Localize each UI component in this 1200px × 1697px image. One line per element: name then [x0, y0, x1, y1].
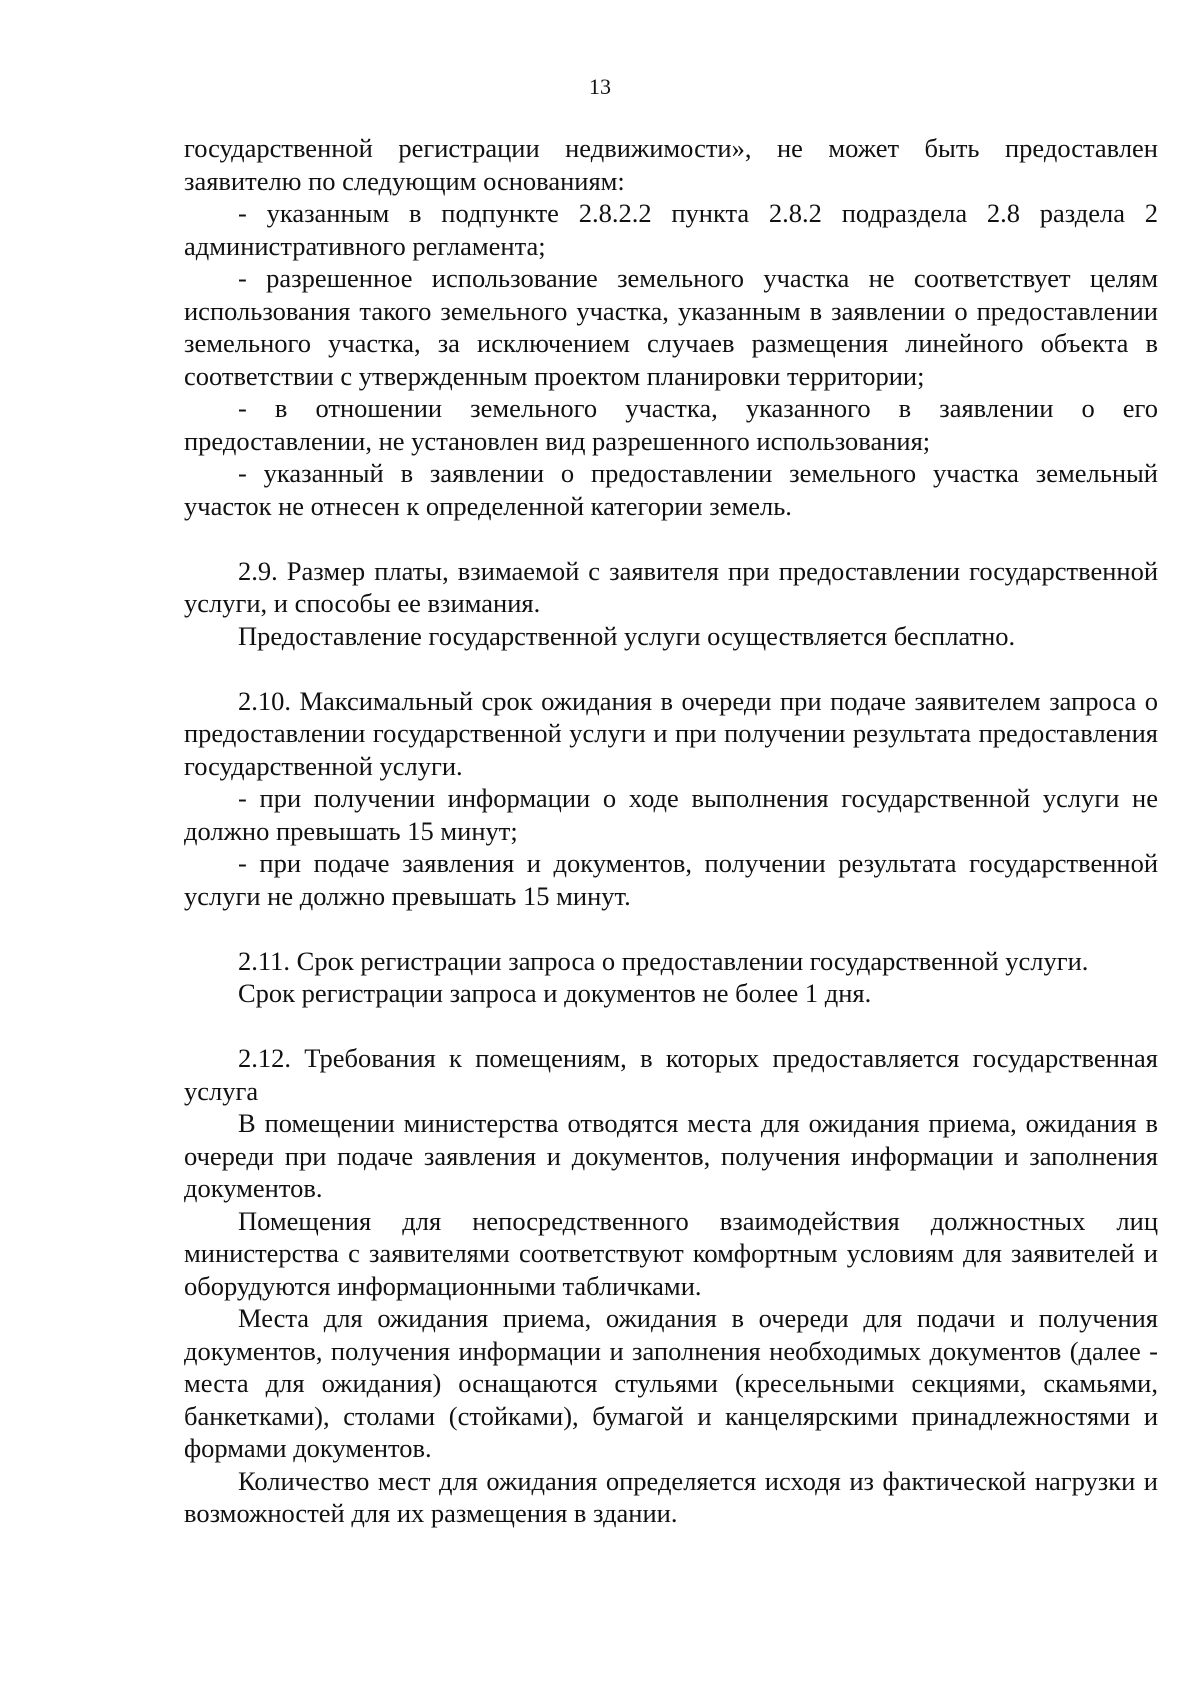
paragraph-fee: Предоставление государственной услуги осуществляется бесплатно. — [238, 620, 1016, 651]
section-heading-2-9: 2.9. Размер платы, взимаемой с заявителя при предоставлении государственной услуги, и способы ее взимания. — [184, 555, 1158, 618]
page-number: 13 — [589, 74, 611, 99]
list-item-wait-2: - при подаче заявления и документов, получении результата государственной услуги не должно превышать 15 минут. — [184, 848, 1158, 911]
paragraph-continuation: государственной регистрации недвижимости», не может быть предоставлен заявителю по следующим основаниям: — [184, 133, 1158, 196]
paragraph-premises-4: Количество мест для ожидания определяется исходя из фактической нагрузки и возможностей для их размещения в здании. — [184, 1465, 1158, 1528]
document-body — [184, 132, 1158, 1530]
list-item-wait-1: - при получении информации о ходе выполнения государственной услуги не должно превышать 15 минут; — [184, 783, 1158, 846]
list-item-grounds-4: - указанный в заявлении о предоставлении земельного участка земельный участок не отнесен к определенной категории земель. — [184, 458, 1158, 521]
section-heading-2-12: 2.12. Требования к помещениям, в которых предоставляется государственная услуга — [184, 1043, 1158, 1106]
paragraph-premises-3: Места для ожидания приема, ожидания в очереди для подачи и получения документов, получения информации и заполнения необходимых документов (далее - места для ожидания) оснащаются стульями (кресельными секциями, скамьями, банкетками), столами (стойками), бумагой и канцелярскими принадлежностями и формами документов. — [184, 1303, 1158, 1463]
list-item-grounds-3: - в отношении земельного участка, указанного в заявлении о его предоставлении, не установлен вид разрешенного использования; — [184, 393, 1158, 456]
list-item-grounds-2: - разрешенное использование земельного участка не соответствует целям использования такого земельного участка, указанным в заявлении о предоставлении земельного участка, за исключением случаев размещения линейного объекта в соответствии с утвержденным проектом планировки территории; — [184, 263, 1158, 391]
paragraph-registration-term: Срок регистрации запроса и документов не более 1 дня. — [238, 978, 872, 1008]
paragraph-premises-1: В помещении министерства отводятся места для ожидания приема, ожидания в очереди при подаче заявления и документов, получения информации и заполнения документов. — [184, 1108, 1158, 1203]
paragraph-premises-2: Помещения для непосредственного взаимодействия должностных лиц министерства с заявителями соответствуют комфортным условиям для заявителей и оборудуются информационными табличками. — [184, 1205, 1158, 1301]
section-heading-2-10: 2.10. Максимальный срок ожидания в очереди при подаче заявителем запроса о предоставлении государственной услуги и при получении результата предоставления государственной услуги. — [184, 685, 1158, 781]
list-item-grounds-1: - указанным в подпункте 2.8.2.2 пункта 2.8.2 подраздела 2.8 раздела 2 административного регламента; — [184, 198, 1158, 261]
section-heading-2-11: 2.11. Срок регистрации запроса о предоставлении государственной услуги. — [238, 945, 1089, 976]
